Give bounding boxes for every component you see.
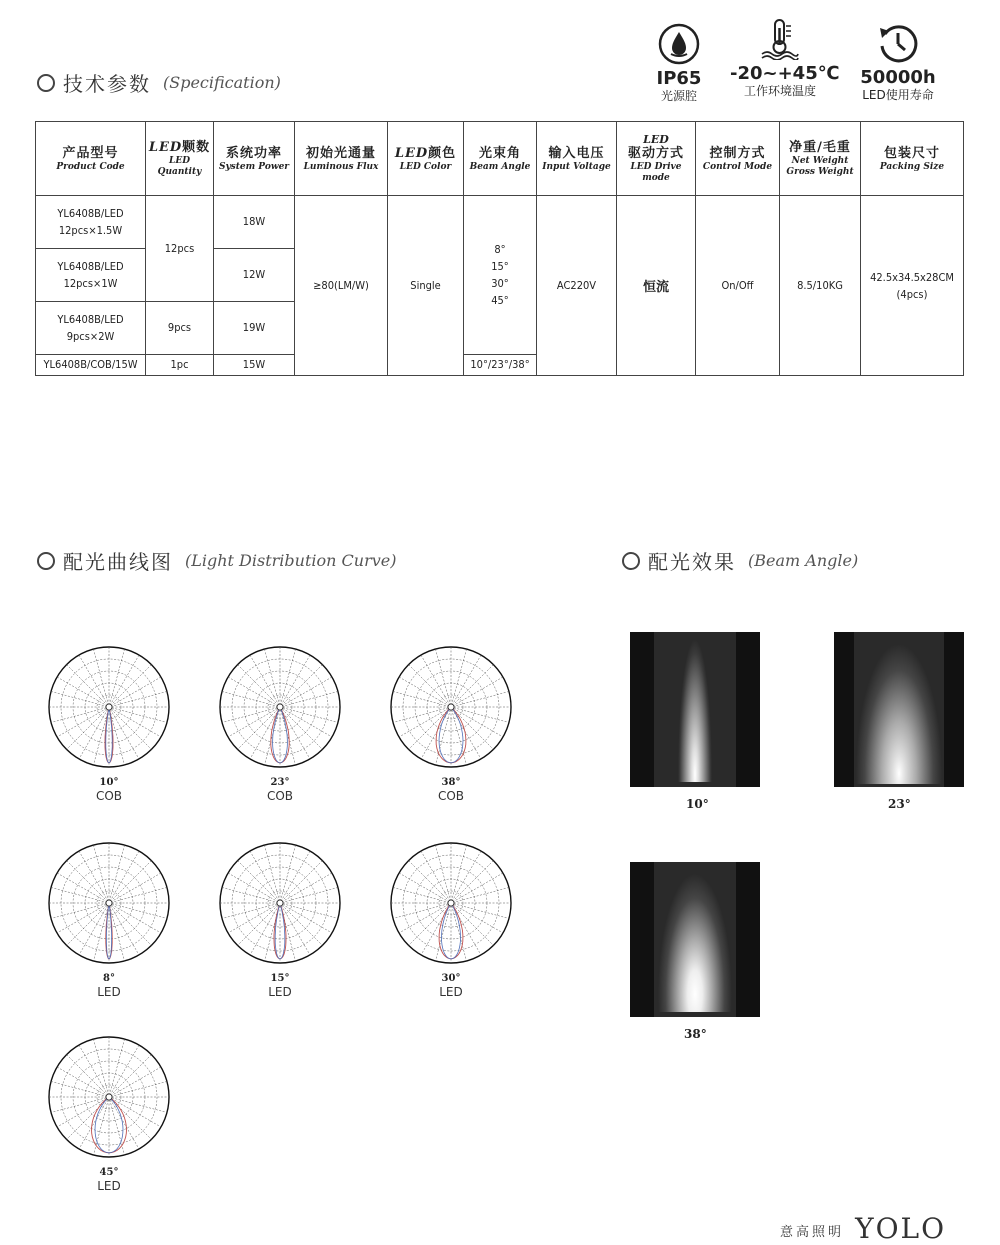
polar-curve-chart [215, 831, 345, 971]
badge-ip65 [640, 23, 718, 104]
beam-section-title [622, 546, 858, 575]
cell-quantity: 12pcs [146, 196, 214, 302]
header-led-color: LED颜色 LED Color [388, 122, 464, 196]
polar-curve-chart [386, 635, 516, 775]
polar-diagram [44, 1025, 174, 1193]
header-luminous-flux: 初始光通量 Luminous Flux [295, 122, 388, 196]
polar-angle-label: 38° [441, 777, 461, 788]
beam-effect-image [630, 862, 760, 1017]
polar-diagram [386, 831, 516, 999]
polar-curve-chart [44, 635, 174, 775]
cell-drive: 恒流 [617, 196, 696, 376]
cell-flux: ≥80(LM/W) [295, 196, 388, 376]
beam-effect-image [630, 632, 760, 787]
cell-quantity: 1pc [146, 354, 214, 375]
badge-temperature [730, 18, 840, 99]
polar-angle-label: 45° [99, 1167, 119, 1178]
polar-type-label: LED [268, 985, 292, 999]
header-product-code: 产品型号 Product Code [36, 122, 146, 196]
brand-en: YOLO [855, 1212, 947, 1245]
polar-angle-label: 15° [270, 973, 290, 984]
polar-diagram [215, 831, 345, 999]
beam-title-cn: 配光效果 [648, 550, 736, 574]
circle-bullet-icon [37, 552, 55, 570]
polar-type-label: LED [439, 985, 463, 999]
cell-control: On/Off [696, 196, 780, 376]
clock-history-icon [877, 22, 919, 64]
badge-lifetime-label: 50000h [860, 67, 936, 88]
polar-type-label: LED [97, 1179, 121, 1193]
spec-title-cn: 技术参数 [63, 72, 151, 96]
cell-power: 15W [214, 354, 295, 375]
cell-color: Single [388, 196, 464, 376]
cell-voltage: AC220V [537, 196, 617, 376]
cell-power: 19W [214, 301, 295, 354]
beam-angle-label: 10° [686, 797, 709, 811]
polar-type-label: COB [95, 789, 123, 803]
table-row [36, 196, 964, 249]
curve-title-en: (Light Distribution Curve) [185, 551, 397, 570]
polar-type-label: COB [266, 789, 294, 803]
brand-cn: 意高照明 [780, 1225, 845, 1240]
polar-diagram [44, 635, 174, 803]
curve-section-title [37, 546, 396, 575]
polar-angle-label: 10° [99, 777, 119, 788]
cell-weight: 8.5/10KG [780, 196, 861, 376]
cell-code: YL6408B/LED 12pcs×1W [36, 248, 146, 301]
curve-title-cn: 配光曲线图 [63, 550, 173, 574]
polar-diagram [386, 635, 516, 803]
badge-temperature-sub: 工作环境温度 [743, 84, 816, 98]
header-system-power: 系统功率 System Power [214, 122, 295, 196]
badge-ip65-label: IP65 [656, 68, 702, 89]
header-input-voltage: 输入电压 Input Voltage [537, 122, 617, 196]
badge-lifetime [848, 22, 948, 103]
header-weight: 净重/毛重 Net Weight Gross Weight [780, 122, 861, 196]
spec-title-en: (Specification) [163, 73, 281, 92]
cell-quantity: 9pcs [146, 301, 214, 354]
polar-curve-chart [44, 1025, 174, 1165]
beam-title-en: (Beam Angle) [748, 551, 859, 570]
beam-effect [834, 632, 964, 811]
beam-effect [630, 862, 760, 1041]
badge-temperature-label: -20~+45℃ [730, 63, 840, 84]
polar-diagram [44, 831, 174, 999]
polar-curve-chart [215, 635, 345, 775]
polar-diagram [215, 635, 345, 803]
beam-effect-image [834, 632, 964, 787]
cell-code: YL6408B/COB/15W [36, 354, 146, 375]
spec-section-title [37, 68, 281, 97]
brand-logo [780, 1212, 946, 1245]
beam-angle-label: 23° [888, 797, 911, 811]
circle-bullet-icon [622, 552, 640, 570]
polar-curve-chart [386, 831, 516, 971]
cell-beam-led: 8° 15° 30° 45° [464, 196, 537, 355]
circle-bullet-icon [37, 74, 55, 92]
badge-ip65-sub: 光源腔 [660, 89, 697, 103]
cell-power: 18W [214, 196, 295, 249]
polar-angle-label: 8° [103, 973, 115, 984]
badge-lifetime-sub: LED使用寿命 [862, 88, 934, 102]
thermometer-icon [760, 18, 800, 60]
table-header-row [36, 122, 964, 196]
cell-code: YL6408B/LED 9pcs×2W [36, 301, 146, 354]
polar-type-label: COB [437, 789, 465, 803]
header-beam-angle: 光束角 Beam Angle [464, 122, 537, 196]
polar-curve-chart [44, 831, 174, 971]
cell-code: YL6408B/LED 12pcs×1.5W [36, 196, 146, 249]
cell-beam-cob: 10°/23°/38° [464, 354, 537, 375]
polar-type-label: LED [97, 985, 121, 999]
beam-effect [630, 632, 760, 811]
header-packing-size: 包装尺寸 Packing Size [861, 122, 964, 196]
beam-angle-label: 38° [684, 1027, 707, 1041]
header-drive-mode: LED 驱动方式 LED Drive mode [617, 122, 696, 196]
header-led-quantity: LED颗数 LED Quantity [146, 122, 214, 196]
water-drop-icon [658, 23, 700, 65]
spec-table [35, 121, 964, 376]
polar-angle-label: 23° [270, 777, 290, 788]
cell-power: 12W [214, 248, 295, 301]
cell-packing: 42.5x34.5x28CM (4pcs) [861, 196, 964, 376]
header-control-mode: 控制方式 Control Mode [696, 122, 780, 196]
polar-angle-label: 30° [441, 973, 461, 984]
